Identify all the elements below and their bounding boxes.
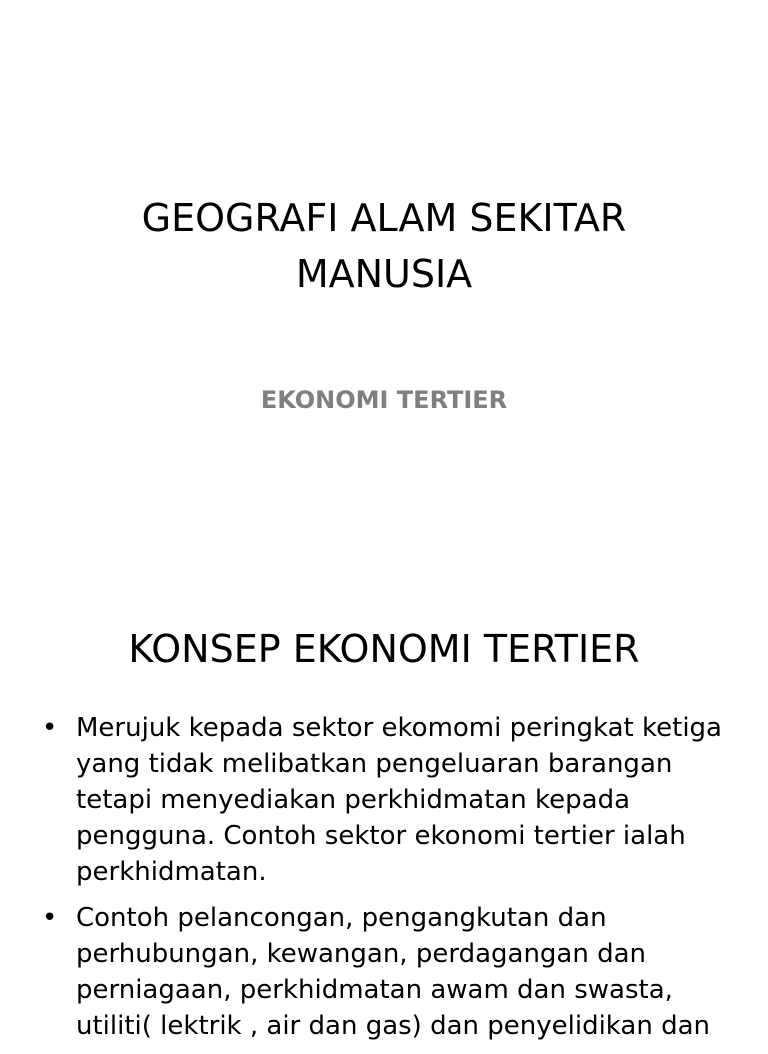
slide-subtitle: EKONOMI TERTIER (260, 386, 508, 414)
bullet-text-line: Merujuk kepada sektor ekomomi peringkat ketiga (76, 713, 722, 743)
slide-heading: KONSEP EKONOMI TERTIER (128, 627, 640, 671)
bullet-dot: • (42, 903, 58, 933)
bullet-text-line: yang tidak melibatkan pengeluaran barangan (76, 749, 673, 779)
bullet-item (40, 900, 730, 1044)
bullet-text-line: perkhidmatan. (76, 857, 267, 887)
bullet-text-line: pengguna. Contoh sektor ekonomi tertier ialah (76, 821, 686, 851)
bullet-text-line: Contoh pelancongan, pengangkutan dan (76, 903, 607, 933)
bullet-text-line: perniagaan, perkhidmatan awam dan swasta, (76, 975, 673, 1005)
bullet-item (40, 710, 730, 890)
bullet-text-line: utiliti( lektrik , air dan gas) dan penyelidikan dan (76, 1011, 710, 1041)
bullet-text-line: tetapi menyediakan perkhidmatan kepada (76, 785, 631, 815)
slide-title-heading (0, 190, 768, 302)
title-line-1: GEOGRAFI ALAM SEKITAR (141, 196, 627, 240)
bullet-text-line: perhubungan, kewangan, perdagangan dan (76, 939, 647, 969)
slide-konsep (0, 576, 768, 1041)
bullet-dot: • (42, 713, 58, 743)
bullet-list (40, 710, 730, 1054)
title-line-2: MANUSIA (295, 252, 473, 296)
